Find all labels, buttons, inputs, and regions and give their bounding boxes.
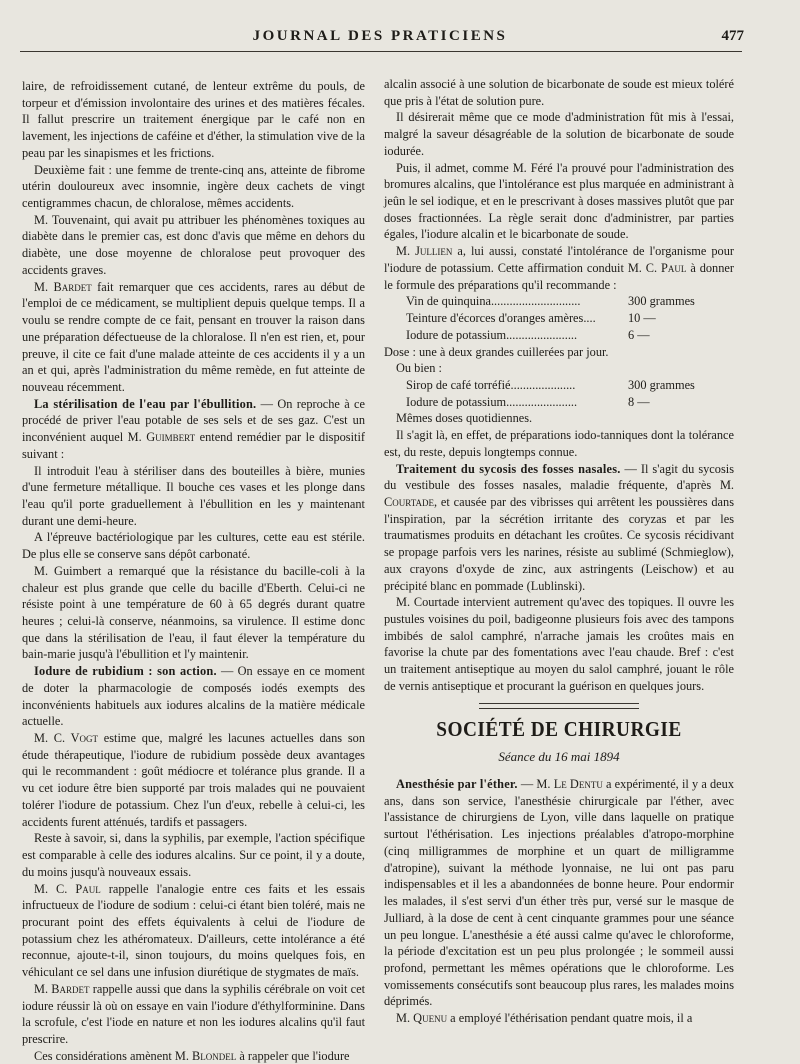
paragraph-text: a expérimenté, il y a deux ans, dans son service, l'anesthésie chirurgicale par l'éther, avec l'assistance de chirurgiens de Lyon, ville dans laquelle on pratique surtout l'éthérisation. Les injections préalables d'atropo-morphine (cinq milligrammes de morphine et un quart de milligramme d'atropine), suivant la méthode lyonnaise, ne lui ont pas paru indispensables et il les a abandonnées de bonne heure. Pour endormir les malades, il s'est servi d'un éther très pur, versé sur le masque de Julliard, à la dose de cent à cent cinquante grammes pour une séance un peu longue. L'anesthésie a été aussi calme qu'avec le chloroforme, la période d'excitation est un peu plus prolongée ; le sommeil aussi profond, permettant les mêmes opérations que le chloroforme. Les vomissements consécutifs sont beaucoup plus rares, les malades moins déprimés. bbox=[384, 777, 735, 1009]
section-heading-block bbox=[384, 703, 734, 741]
rubric-heading: Anesthésie par l'éther. bbox=[396, 777, 518, 792]
author-name: Quenu bbox=[413, 1011, 448, 1026]
paragraph-text: fait remarquer que ces accidents, rares au début de l'emploi de ce médicament, se multiplient depuis quelque temps. Il a voulu se rendre compte de ce fait, pensant en trouver la raison dans une préparation défectueuse de la chloralose. Il n'en est rien, et, pour preuve, il cite ce fait d'une malade atteinte de ces accidents il y a un an et qui, après l'administration du même remède, en fut atteinte de nouveau récemment. bbox=[22, 279, 365, 394]
paragraph: A l'épreuve bactériologique par les cultures, cette eau est stérile. De plus elle se conserve sans dépôt carbonaté. bbox=[22, 530, 365, 562]
left-column bbox=[22, 78, 365, 1064]
ingredient: Vin de quinquina............................. bbox=[406, 294, 581, 309]
paragraph bbox=[22, 881, 365, 981]
running-header bbox=[20, 24, 744, 50]
author-name: M. C. Paul bbox=[34, 881, 101, 896]
rubric-heading: Iodure de rubidium : son action. bbox=[34, 664, 217, 679]
paragraph bbox=[22, 396, 365, 463]
page-number: 477 bbox=[721, 28, 744, 44]
paragraph: M. Touvenaint, qui avait pu attribuer les phénomènes toxiques au diabète dans le premier cas, est donc d'avis que même en dehors du diabète, une dose moyenne de chloralose peut provoquer des accidents graves. bbox=[22, 212, 365, 277]
prescription-line bbox=[384, 377, 734, 394]
rubric-heading: La stérilisation de l'eau par l'ébullition. bbox=[34, 396, 257, 411]
paragraph: Reste à savoir, si, dans la syphilis, par exemple, l'action spécifique est comparable à celle des iodures alcalins. Sur ce point, il y a doute, du moins jusqu'à nouveaux essais. bbox=[22, 831, 365, 879]
paragraph-text: a, lui aussi, constaté l'intolérance de l'organisme pour l'iodure de potassium. Cette affirmation conduit bbox=[384, 244, 734, 275]
section-rule bbox=[479, 708, 639, 709]
paragraph-text: à rappeler que l'iodure bbox=[236, 1048, 350, 1063]
paragraph: M. Guimbert a remarqué que la résistance du bacille-coli à la chaleur est plus grande que celle du bacille d'Eberth. Celui-ci ne résiste point à une température de 60 à 65 degrés durant quatre heures ; celui-là conserve, néanmoins, sa virulence. Il estime donc que dans la stérilisation de l'eau, il faut élever la température du bain-marie jusqu'à l'ébullition et l'y maintenir. bbox=[22, 563, 365, 662]
paragraph-text: Ces considérations amènent bbox=[34, 1048, 175, 1063]
paragraph bbox=[384, 1010, 734, 1027]
paragraph: laire, de refroidissement cutané, de lenteur extrême du pouls, de torpeur et d'émission involontaire des urines et des matières fécales. Il fallut prescrire un traitement énergique par le café non en lavement, les injections de caféine et d'éther, la stimulation vive de la peau par les sinapismes et les frictions. bbox=[22, 79, 365, 160]
author-name: Guimbert bbox=[146, 430, 196, 445]
paragraph-text: a employé l'éthérisation pendant quatre mois, il a bbox=[447, 1011, 693, 1026]
quantity: 6 — bbox=[628, 327, 650, 342]
alternative-label: Ou bien : bbox=[396, 361, 442, 376]
paragraph-text: entend remédier par le dispositif suivant : bbox=[22, 430, 365, 461]
dose-line: Mêmes doses quotidiennes. bbox=[396, 411, 533, 426]
paragraph-text: rappelle l'analogie entre ces faits et les essais infructueux de l'iodure de sodium : celui-ci étant bien toléré, mais ne procurant point des effets équivalents à celui de l'iodure de potassium chez les athéromateux. D'ailleurs, cette intolérance a été reconnue, ajoute-t-il, sinon toujours, du moins quelques fois, en véhiculant ce sel dans une infusion diurétique de stygmates de maïs. bbox=[22, 881, 365, 980]
paragraph bbox=[22, 981, 365, 1048]
quantity: 8 — bbox=[628, 394, 650, 409]
quantity: 10 — bbox=[628, 311, 656, 326]
paragraph-text: — M. bbox=[517, 777, 554, 792]
prescription-line bbox=[384, 293, 734, 310]
paragraph-text: estime que, malgré les lacunes actuelles dans son étude thérapeutique, l'iodure de rubidium possède deux avantages qui le recommandent : goût médiocre et tolérance plus grande. Il a vu cet iodure être bien supporté par trois malades qui ne pouvaient tolérer l'iodure de potassium. Chez l'un d'eux, rebelle à celui-ci, les accidents furent atténués, tardifs et passagers. bbox=[22, 731, 365, 829]
prescription-line bbox=[384, 394, 734, 411]
session-date: Séance du 16 mai 1894 bbox=[498, 749, 620, 765]
section-title: SOCIÉTÉ DE CHIRURGIE bbox=[436, 716, 682, 741]
paragraph bbox=[22, 663, 365, 730]
ingredient: Teinture d'écorces d'oranges amères.... bbox=[406, 311, 596, 326]
prescription-2 bbox=[384, 377, 734, 410]
paragraph: M. Courtade intervient autrement qu'avec des topiques. Il ouvre les pustules voisines du poil, badigeonne plusieurs fois avec des tampons imbibés de salol camphré, n'arrache jamais les croûtes mais en favorise la chute par des fomentations avec l'eau chaude. Bref : c'est un traitement antiseptique au moyen du salol camphré, jouant le rôle de vernis antiseptique et procurant la guérison en quelques jours. bbox=[384, 595, 734, 693]
paragraph bbox=[384, 461, 734, 595]
paragraph bbox=[384, 776, 734, 1010]
paragraph-text: — Il s'agit du sycosis du vestibule des fosses nasales, maladie fréquente, d'après bbox=[384, 461, 734, 493]
author-name: M. Bardet bbox=[34, 981, 90, 996]
quantity: 300 grammes bbox=[628, 377, 695, 392]
paragraph bbox=[384, 243, 734, 293]
paragraph bbox=[22, 1048, 365, 1064]
author-name: M. Blondel bbox=[174, 1048, 237, 1063]
header-rule bbox=[20, 51, 742, 52]
ingredient: Iodure de potassium....................... bbox=[406, 394, 578, 409]
paragraph: Puis, il admet, comme M. Féré l'a prouvé pour l'administration des bromures alcalins, que l'intolérance est plus marquée en administrant à jeûn le sel iodique, et en le prescrivant à doses massives plutôt que par doses fractionnées. La règle serait donc d'administrer, par parties égales, l'iodure alcalin et le bicarbonate de soude. bbox=[384, 160, 734, 242]
ingredient: Sirop de café torréfié..................... bbox=[406, 377, 576, 392]
paragraph-text: rappelle aussi que dans la syphilis cérébrale on voit cet iodure réussir là où on essaye en vain l'iodure d'éthylforminine. Dans la scrofule, c'est l'iode en nature et non les iodures alcalins qu'il faut prescrire. bbox=[22, 981, 365, 1046]
quantity: 300 grammes bbox=[628, 294, 695, 309]
section-rule bbox=[479, 703, 639, 706]
paragraph-text: M. bbox=[396, 1011, 414, 1026]
paragraph: alcalin associé à une solution de bicarbonate de soude est mieux toléré que pris à l'état de solution pure. bbox=[384, 77, 734, 108]
paragraph: Il s'agit là, en effet, de préparations iodo-tanniques dont la tolérance est, du reste, depuis longtemps connue. bbox=[384, 428, 734, 459]
paragraph-text: , et causée par des vibrisses qui arrêtent les poussières dans l'inspiration, par la sécrétion irritante des coryzas et par les traumatismes produits en détachant les croûtes. Ce sycosis récidivant se propage parfois vers les narines, résiste au sublimé (Schmieglow), aux crayons d'oxyde de zinc, aux astringents (Leischow) et au précipité blanc en pommade (Lublinski). bbox=[384, 494, 734, 593]
rubric-heading: Traitement du sycosis des fosses nasales. bbox=[396, 461, 621, 476]
right-column bbox=[384, 76, 734, 1027]
journal-title: JOURNAL DES PRATICIENS bbox=[252, 28, 508, 44]
paragraph: Deuxième fait : une femme de trente-cinq ans, atteinte de fibrome utérin douloureux avec insomnie, ingère deux cachets de vingt centigrammes chacun, de chloralose, mêmes accidents. bbox=[22, 162, 365, 211]
author-name: M. Jullien bbox=[396, 244, 453, 259]
dose-line: Dose : une à deux grandes cuillerées par jour. bbox=[384, 344, 609, 359]
paragraph-text: — On reproche à ce procédé de priver l'eau potable de ses sels et de ses gaz. C'est un inconvénient auquel M. bbox=[22, 396, 365, 445]
paragraph-text: — On essaye en ce moment de doter la pharmacologie de composés iodés exempts des inconvénients habituels aux iodures alcalins de la matière médicale actuelle. bbox=[22, 664, 365, 729]
author-name: M. C. Paul bbox=[627, 260, 687, 275]
prescription-line bbox=[384, 327, 734, 344]
paragraph-text: à donner le formule des préparations qu'il recommande : bbox=[384, 260, 734, 292]
paragraph: Il introduit l'eau à stériliser dans des bouteilles à bière, munies d'une fermeture métallique. Il bouche ces vases et les plonge dans l'eau qu'il porte graduellement à l'ébullition en les y maintenant durant une demi-heure. bbox=[22, 463, 365, 528]
prescription-1 bbox=[384, 293, 734, 343]
author-name: M. Bardet bbox=[34, 279, 92, 294]
paragraph bbox=[22, 730, 365, 830]
prescription-line bbox=[384, 310, 734, 327]
paragraph bbox=[22, 279, 365, 396]
paragraph: Il désirerait même que ce mode d'administration fût mis à l'essai, malgré la saveur désagréable de la solution de bicarbonate de soude iodurée. bbox=[384, 110, 734, 158]
author-name: M. C. Vogt bbox=[34, 731, 99, 746]
ingredient: Iodure de potassium....................... bbox=[406, 327, 578, 342]
author-name: Le Dentu bbox=[553, 777, 603, 792]
author-name: M. Courtade bbox=[384, 478, 734, 509]
